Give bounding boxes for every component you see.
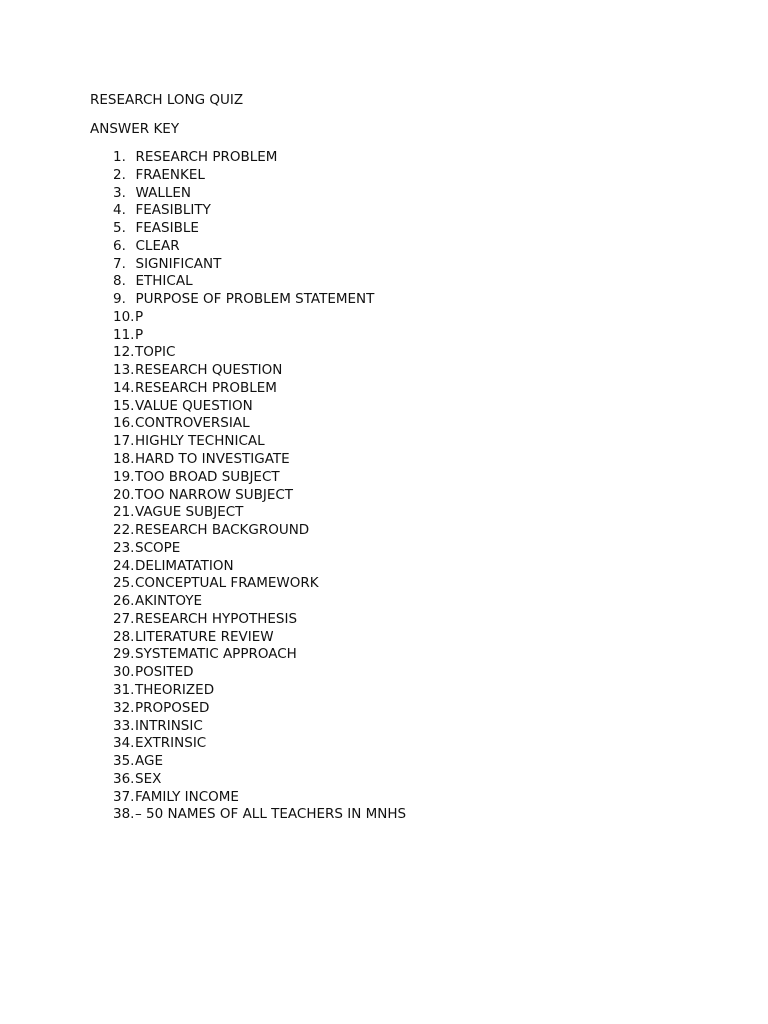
answer-number: 13.: [113, 362, 135, 379]
answer-text: SIGNIFICANT: [135, 255, 222, 272]
answer-number: 17.: [113, 433, 135, 450]
answer-item: [113, 593, 406, 611]
answer-item: [113, 718, 406, 736]
answer-number: 29.: [113, 646, 135, 663]
answer-number: 37.: [113, 788, 135, 805]
answer-text: TOO NARROW SUBJECT: [135, 486, 294, 503]
answer-number: 11.: [113, 326, 135, 343]
answer-text: RESEARCH BACKGROUND: [135, 522, 310, 539]
answer-item: [113, 522, 406, 540]
answer-number: 24.: [113, 557, 135, 574]
answer-item: [113, 398, 406, 416]
answer-item: [113, 611, 406, 629]
answer-item: [113, 185, 406, 203]
answer-number: 27.: [113, 610, 135, 627]
answer-number: 8.: [113, 273, 126, 290]
answer-text: CONTROVERSIAL: [135, 415, 250, 432]
answer-number: 25.: [113, 575, 135, 592]
answer-number: 2.: [113, 166, 126, 183]
answer-number: 1.: [113, 149, 126, 165]
answer-text: EXTRINSIC: [135, 735, 207, 752]
answer-text: INTRINSIC: [135, 717, 203, 734]
answer-text: THEORIZED: [135, 681, 215, 698]
answer-text: SEX: [135, 770, 162, 787]
answer-item: [113, 380, 406, 398]
answer-text: AKINTOYE: [135, 593, 203, 610]
answer-number: 36.: [113, 770, 135, 787]
answer-number: 31.: [113, 681, 135, 698]
answer-number: 30.: [113, 664, 135, 681]
answer-number: 16.: [113, 415, 135, 432]
answer-text: TOPIC: [135, 344, 176, 361]
answer-item: [113, 469, 406, 487]
answer-text: – 50 NAMES OF ALL TEACHERS IN MNHS: [135, 806, 407, 823]
answer-number: 6.: [113, 237, 126, 254]
answer-text: PROPOSED: [135, 699, 210, 716]
answer-number: 18.: [113, 451, 135, 468]
answer-number: 35.: [113, 753, 135, 770]
answer-item: [113, 575, 406, 593]
answer-number: 21.: [113, 504, 135, 521]
answer-item: [113, 291, 406, 309]
answer-item: [113, 327, 406, 345]
answer-number: 3.: [113, 184, 126, 201]
answer-text: VALUE QUESTION: [135, 397, 253, 414]
answer-number: 9.: [113, 291, 126, 308]
answer-number: 28.: [113, 628, 135, 645]
answer-list: [113, 149, 406, 824]
answer-text: TOO BROAD SUBJECT: [135, 468, 280, 485]
answer-number: 34.: [113, 735, 135, 752]
answer-number: 7.: [113, 255, 126, 272]
answer-item: [113, 540, 406, 558]
answer-item: [113, 700, 406, 718]
answer-item: [113, 664, 406, 682]
answer-item: [113, 149, 406, 167]
answer-text: DELIMATATION: [135, 557, 234, 574]
answer-item: [113, 753, 406, 771]
answer-number: 12.: [113, 344, 135, 361]
answer-number: 26.: [113, 593, 135, 610]
answer-item: [113, 629, 406, 647]
answer-item: [113, 487, 406, 505]
answer-number: 19.: [113, 468, 135, 485]
answer-text: VAGUE SUBJECT: [135, 504, 244, 521]
answer-number: 10.: [113, 308, 135, 325]
answer-text: P: [135, 308, 144, 325]
answer-text: RESEARCH PROBLEM: [135, 379, 277, 396]
answer-item: [113, 238, 406, 256]
answer-text: P: [135, 326, 144, 343]
answer-item: [113, 167, 406, 185]
answer-item: [113, 344, 406, 362]
answer-item: [113, 558, 406, 576]
answer-text: AGE: [135, 753, 163, 770]
answer-item: [113, 646, 406, 664]
answer-number: 33.: [113, 717, 135, 734]
answer-number: 20.: [113, 486, 135, 503]
answer-number: 15.: [113, 397, 135, 414]
answer-number: 32.: [113, 699, 135, 716]
answer-item: [113, 433, 406, 451]
document-subtitle: ANSWER KEY: [90, 121, 180, 137]
document-title: RESEARCH LONG QUIZ: [90, 92, 244, 108]
answer-text: HIGHLY TECHNICAL: [135, 433, 265, 450]
answer-text: HARD TO INVESTIGATE: [135, 451, 290, 468]
answer-text: PURPOSE OF PROBLEM STATEMENT: [135, 291, 375, 308]
answer-text: ETHICAL: [135, 273, 193, 290]
answer-item: [113, 256, 406, 274]
answer-item: [113, 415, 406, 433]
answer-item: [113, 362, 406, 380]
answer-item: [113, 806, 406, 824]
answer-text: FEASIBLITY: [135, 202, 211, 219]
answer-text: POSITED: [135, 664, 194, 681]
answer-text: LITERATURE REVIEW: [135, 628, 274, 645]
answer-text: CONCEPTUAL FRAMEWORK: [135, 575, 319, 592]
answer-number: 23.: [113, 539, 135, 556]
answer-text: FAMILY INCOME: [135, 788, 239, 805]
answer-text: SCOPE: [135, 539, 181, 556]
answer-item: [113, 220, 406, 238]
answer-item: [113, 682, 406, 700]
answer-number: 5.: [113, 220, 126, 237]
answer-text: SYSTEMATIC APPROACH: [135, 646, 297, 663]
answer-text: RESEARCH PROBLEM: [135, 149, 278, 165]
answer-text: WALLEN: [135, 184, 192, 201]
answer-number: 14.: [113, 379, 135, 396]
answer-item: [113, 273, 406, 291]
answer-item: [113, 789, 406, 807]
answer-item: [113, 771, 406, 789]
answer-text: RESEARCH QUESTION: [135, 362, 283, 379]
answer-text: FRAENKEL: [135, 166, 205, 183]
answer-item: [113, 735, 406, 753]
answer-item: [113, 202, 406, 220]
answer-text: CLEAR: [135, 237, 180, 254]
answer-text: FEASIBLE: [135, 220, 199, 237]
answer-item: [113, 451, 406, 469]
answer-item: [113, 504, 406, 522]
answer-item: [113, 309, 406, 327]
answer-number: 22.: [113, 522, 135, 539]
answer-number: 38.: [113, 806, 135, 823]
answer-number: 4.: [113, 202, 126, 219]
answer-text: RESEARCH HYPOTHESIS: [135, 610, 298, 627]
